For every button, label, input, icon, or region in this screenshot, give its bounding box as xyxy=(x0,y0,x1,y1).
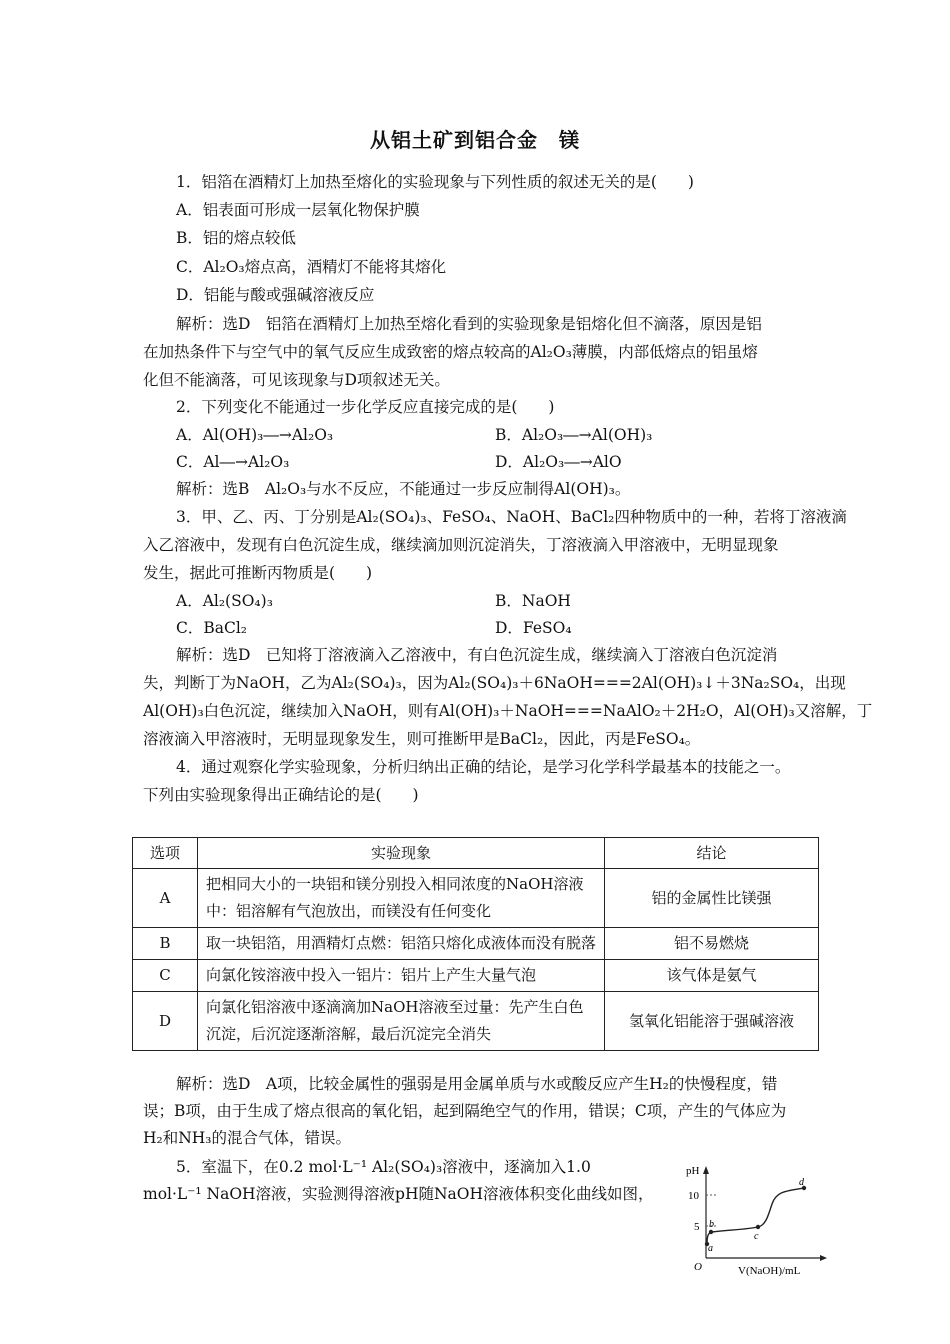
table-cell-conclusion: 该气体是氨气 xyxy=(605,960,819,992)
table-row xyxy=(133,869,819,928)
q1-option-a: A．铝表面可形成一层氧化物保护膜 xyxy=(176,201,420,219)
y-axis-arrow xyxy=(703,1166,709,1174)
q3-option-b: B．NaOH xyxy=(495,592,571,610)
q4-analysis-2: 误；B项，由于生成了熔点很高的氧化铝，起到隔绝空气的作用，错误；C项，产生的气体应为 xyxy=(143,1102,787,1120)
q3-analysis-1: 解析：选D 已知将丁溶液滴入乙溶液中，有白色沉淀生成，继续滴入丁溶液白色沉淀消 xyxy=(176,646,778,664)
q1-analysis-2: 在加热条件下与空气中的氧气反应生成致密的熔点较高的Al₂O₃薄膜，内部低熔点的铝虽熔 xyxy=(143,343,758,361)
table-header-conclusion: 结论 xyxy=(605,838,819,869)
q2-analysis: 解析：选B Al₂O₃与水不反应，不能通过一步反应制得Al(OH)₃。 xyxy=(176,480,631,498)
q4-stem-1: 4．通过观察化学实验现象，分析归纳出正确的结论，是学习化学科学最基本的技能之一。 xyxy=(176,758,791,776)
table-cell-option: D xyxy=(133,992,198,1051)
q3-analysis-4: 溶液滴入甲溶液时，无明显现象发生，则可推断甲是BaCl₂，因此，丙是FeSO₄。 xyxy=(143,730,701,748)
q5-stem-2: mol·L⁻¹ NaOH溶液，实验测得溶液pH随NaOH溶液体积变化曲线如图， xyxy=(143,1185,654,1203)
table-cell-conclusion: 铝不易燃烧 xyxy=(605,928,819,960)
q3-stem-3: 发生，据此可推断丙物质是( ) xyxy=(143,564,373,582)
table-cell-phenomenon: 取一块铝箔，用酒精灯点燃：铝箔只熔化成液体而没有脱落 xyxy=(198,928,605,960)
y-axis-label: pH xyxy=(686,1165,700,1177)
q1-option-d: D．铝能与酸或强碱溶液反应 xyxy=(176,286,375,304)
ph-titration-graph xyxy=(680,1158,830,1283)
q2-stem: 2．下列变化不能通过一步化学反应直接完成的是( ) xyxy=(176,398,555,416)
q3-analysis-3: Al(OH)₃白色沉淀，继续加入NaOH，则有Al(OH)₃＋NaOH===NaAlO₂＋2H₂O，Al(OH)₃又溶解，丁 xyxy=(143,702,873,720)
q3-option-c: C．BaCl₂ xyxy=(176,619,248,637)
q3-option-a: A．Al₂(SO₄)₃ xyxy=(176,592,273,610)
x-axis-arrow xyxy=(820,1255,827,1261)
page-title: 从铝土矿到铝合金 镁 xyxy=(370,128,580,152)
point-d-label: d xyxy=(799,1177,804,1188)
q1-option-c: C．Al₂O₃熔点高，酒精灯不能将其熔化 xyxy=(176,258,447,276)
table-cell-conclusion: 氢氧化铝能溶于强碱溶液 xyxy=(605,992,819,1051)
table-header-row xyxy=(133,838,819,869)
q2-option-c: C．Al―→Al₂O₃ xyxy=(176,453,290,471)
q4-stem-2: 下列由实验现象得出正确结论的是( ) xyxy=(143,786,419,804)
q4-analysis-3: H₂和NH₃的混合气体，错误。 xyxy=(143,1129,352,1147)
q1-analysis-1: 解析：选D 铝箔在酒精灯上加热至熔化看到的实验现象是铝熔化但不滴落，原因是铝 xyxy=(176,315,762,333)
q4-table xyxy=(132,837,819,1051)
table-row xyxy=(133,928,819,960)
q1-option-b: B．铝的熔点较低 xyxy=(176,229,296,247)
table-cell-conclusion: 铝的金属性比镁强 xyxy=(605,869,819,928)
table-cell-option: B xyxy=(133,928,198,960)
origin-label: O xyxy=(694,1261,702,1273)
q3-stem-1: 3．甲、乙、丙、丁分别是Al₂(SO₄)₃、FeSO₄、NaOH、BaCl₂四种物质中的一种，若将丁溶液滴 xyxy=(176,508,847,526)
q3-option-d: D．FeSO₄ xyxy=(495,619,572,637)
x-axis-label: V(NaOH)/mL xyxy=(738,1265,801,1277)
table-cell-phenomenon: 向氯化铝溶液中逐滴滴加NaOH溶液至过量：先产生白色沉淀，后沉淀逐渐溶解，最后沉淀完全消失 xyxy=(198,992,605,1051)
table-cell-option: A xyxy=(133,869,198,928)
q2-option-b: B．Al₂O₃―→Al(OH)₃ xyxy=(495,426,653,444)
q1-analysis-3: 化但不能滴落，可见该现象与D项叙述无关。 xyxy=(143,371,450,389)
table-header-phenomenon: 实验现象 xyxy=(198,838,605,869)
table-cell-option: C xyxy=(133,960,198,992)
y-tick-5: 5 xyxy=(694,1221,700,1233)
table-row xyxy=(133,992,819,1051)
point-c-label: c xyxy=(754,1231,759,1242)
point-b-marker xyxy=(709,1230,713,1234)
q2-option-a: A．Al(OH)₃―→Al₂O₃ xyxy=(176,426,334,444)
q5-stem-1: 5．室温下，在0.2 mol·L⁻¹ Al₂(SO₄)₃溶液中，逐滴加入1.0 xyxy=(176,1158,591,1176)
table-row xyxy=(133,960,819,992)
q2-option-d: D．Al₂O₃―→AlO xyxy=(495,453,622,471)
q3-analysis-2: 失，判断丁为NaOH，乙为Al₂(SO₄)₃，因为Al₂(SO₄)₃＋6NaOH===2Al(OH)₃↓＋3Na₂SO₄，出现 xyxy=(143,674,846,692)
table-header-option: 选项 xyxy=(133,838,198,869)
table-cell-phenomenon: 向氯化铵溶液中投入一铝片：铝片上产生大量气泡 xyxy=(198,960,605,992)
y-tick-10: 10 xyxy=(688,1190,699,1202)
q3-stem-2: 入乙溶液中，发现有白色沉淀生成，继续滴加则沉淀消失，丁溶液滴入甲溶液中，无明显现象 xyxy=(143,536,779,554)
q1-stem: 1．铝箔在酒精灯上加热至熔化的实验现象与下列性质的叙述无关的是( ) xyxy=(176,173,694,191)
point-c-marker xyxy=(756,1225,760,1229)
q4-analysis-1: 解析：选D A项，比较金属性的强弱是用金属单质与水或酸反应产生H₂的快慢程度，错 xyxy=(176,1075,778,1093)
point-a-label: a xyxy=(708,1243,713,1254)
table-cell-phenomenon: 把相同大小的一块铝和镁分别投入相同浓度的NaOH溶液中：铝溶解有气泡放出，而镁没有任何变化 xyxy=(198,869,605,928)
point-b-label: b xyxy=(709,1219,714,1230)
